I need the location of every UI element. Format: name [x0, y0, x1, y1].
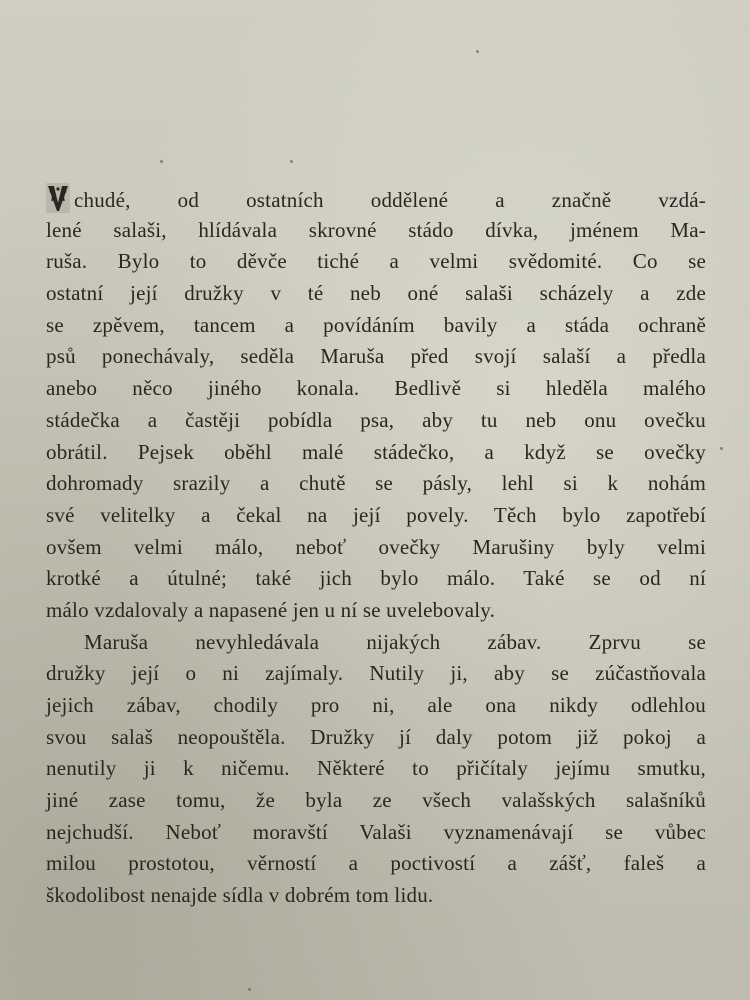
- text-line: psů ponechávaly, seděla Maruša před svojí salaší a předla: [46, 344, 706, 369]
- text-line: dohromady srazily a chutě se pásly, lehl si k nohám: [46, 471, 706, 496]
- text-line: krotké a útulné; také jich bylo málo. Také se od ní: [46, 566, 706, 591]
- text-line: jejich zábav, chodily pro ni, ale ona nikdy odlehlou: [46, 693, 706, 717]
- text-line: škodolibost nenajde sídla v dobrém tom lidu.: [46, 883, 434, 908]
- text-line: málo vzdalovaly a napasené jen u ní se uvelebovaly.: [46, 597, 496, 622]
- text-line: milou prostotou, věrností a poctivostí a zášť, faleš a: [46, 851, 706, 876]
- text-line: anebo něco jiného konala. Bedlivě si hleděla malého: [46, 376, 706, 401]
- text-line: [46, 183, 706, 215]
- paper-speck: [248, 988, 251, 991]
- text-line: jiné zase tomu, že byla ze všech valašských salašníků: [46, 788, 706, 813]
- paragraph-1: [46, 183, 706, 627]
- text-line: ostatní její družky v té neb oné salaši scházely a zde: [46, 281, 706, 306]
- book-page-text: [46, 183, 706, 912]
- first-line-text: chudé, od ostatních oddělené a značně vzdá-: [74, 188, 706, 212]
- text-line: stádečka a častěji pobídla psa, aby tu neb onu ovečku: [46, 407, 706, 432]
- text-line: obrátil. Pejsek oběhl malé stádečko, a když se ovečky: [46, 439, 706, 464]
- paper-speck: [160, 160, 163, 163]
- text-line: lené salaši, hlídávala skrovné stádo dívka, jménem Ma-: [46, 217, 706, 242]
- paragraph-2: [46, 627, 706, 912]
- text-line: svou salaš neopouštěla. Družky jí daly potom již pokoj a: [46, 724, 706, 749]
- text-line: nejchudší. Neboť moravští Valaši vyznamenávají se vůbec: [46, 819, 706, 844]
- text-line: ovšem velmi málo, neboť ovečky Marušiny byly velmi: [46, 534, 706, 559]
- text-line: družky její o ni zajímaly. Nutily ji, aby se zúčastňovala: [46, 661, 706, 686]
- dropcap-ornament-icon: [46, 183, 70, 213]
- paper-speck: [290, 160, 293, 163]
- text-line: se zpěvem, tancem a povídáním bavily a stáda ochraně: [46, 312, 706, 337]
- paper-speck: [476, 50, 479, 53]
- text-line: své velitelky a čekal na její povely. Těch bylo zapotřebí: [46, 502, 706, 527]
- text-line: nenutily ji k ničemu. Některé to přičítaly jejímu smutku,: [46, 756, 706, 781]
- paper-speck: [720, 447, 723, 450]
- ornamental-dropcap-v: [46, 183, 70, 213]
- text-line: ruša. Bylo to děvče tiché a velmi svědomité. Co se: [46, 249, 706, 274]
- text-line: Maruša nevyhledávala nijakých zábav. Zprvu se: [84, 629, 706, 654]
